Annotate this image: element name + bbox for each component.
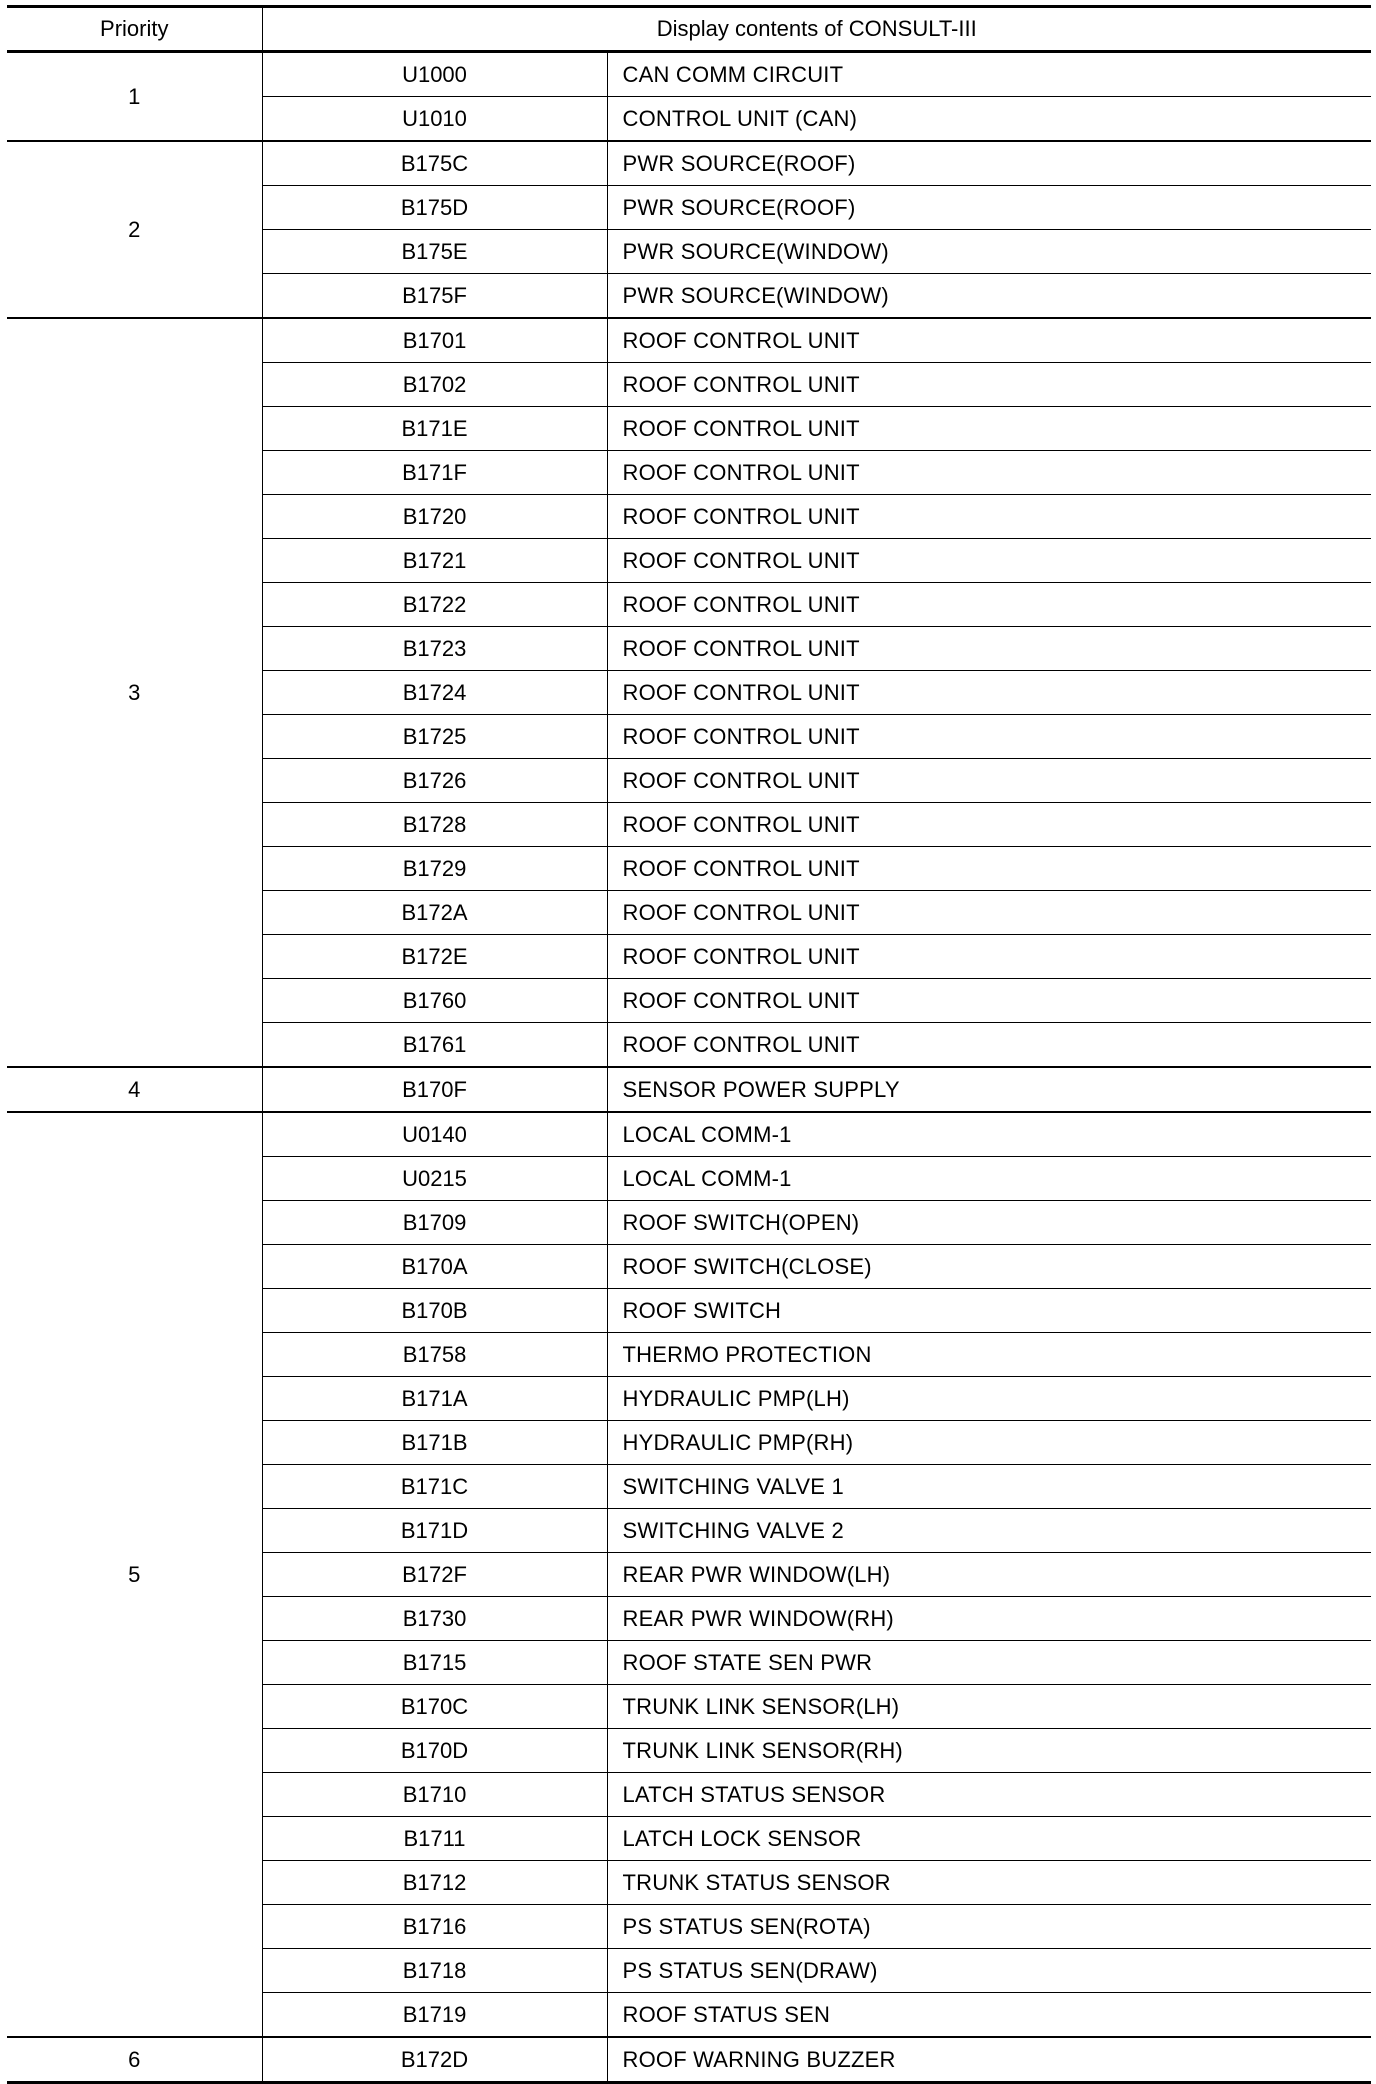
priority-cell: 1 — [7, 52, 262, 142]
dtc-code-cell: B1720 — [262, 495, 607, 539]
display-contents-cell: PWR SOURCE(ROOF) — [607, 186, 1371, 230]
display-contents-cell: CAN COMM CIRCUIT — [607, 52, 1371, 97]
display-contents-cell: ROOF CONTROL UNIT — [607, 627, 1371, 671]
dtc-priority-table — [7, 5, 1371, 2084]
display-contents-cell: ROOF CONTROL UNIT — [607, 539, 1371, 583]
dtc-code-cell: B1730 — [262, 1597, 607, 1641]
dtc-code-cell: B175E — [262, 230, 607, 274]
dtc-code-cell: U0140 — [262, 1112, 607, 1157]
display-contents-cell: PS STATUS SEN(DRAW) — [607, 1949, 1371, 1993]
dtc-code-cell: B1724 — [262, 671, 607, 715]
display-contents-header: Display contents of CONSULT-III — [262, 7, 1371, 52]
dtc-code-cell: B172D — [262, 2037, 607, 2083]
display-contents-cell: PS STATUS SEN(ROTA) — [607, 1905, 1371, 1949]
display-contents-cell: SENSOR POWER SUPPLY — [607, 1067, 1371, 1112]
display-contents-cell: ROOF STATE SEN PWR — [607, 1641, 1371, 1685]
display-contents-cell: ROOF CONTROL UNIT — [607, 979, 1371, 1023]
dtc-code-cell: B1758 — [262, 1333, 607, 1377]
display-contents-cell: LOCAL COMM-1 — [607, 1112, 1371, 1157]
dtc-code-cell: B172F — [262, 1553, 607, 1597]
display-contents-cell: LATCH STATUS SENSOR — [607, 1773, 1371, 1817]
table-row — [7, 52, 1371, 97]
priority-cell: 4 — [7, 1067, 262, 1112]
dtc-code-cell: B1719 — [262, 1993, 607, 2038]
display-contents-cell: THERMO PROTECTION — [607, 1333, 1371, 1377]
dtc-code-cell: B1712 — [262, 1861, 607, 1905]
display-contents-cell: LOCAL COMM-1 — [607, 1157, 1371, 1201]
dtc-code-cell: B170F — [262, 1067, 607, 1112]
display-contents-cell: ROOF CONTROL UNIT — [607, 935, 1371, 979]
display-contents-cell: SWITCHING VALVE 1 — [607, 1465, 1371, 1509]
dtc-code-cell: U1000 — [262, 52, 607, 97]
display-contents-cell: ROOF CONTROL UNIT — [607, 1023, 1371, 1068]
dtc-code-cell: B172A — [262, 891, 607, 935]
display-contents-cell: SWITCHING VALVE 2 — [607, 1509, 1371, 1553]
display-contents-cell: PWR SOURCE(WINDOW) — [607, 274, 1371, 319]
display-contents-cell: LATCH LOCK SENSOR — [607, 1817, 1371, 1861]
display-contents-cell: ROOF CONTROL UNIT — [607, 891, 1371, 935]
table-body — [7, 52, 1371, 2083]
display-contents-cell: CONTROL UNIT (CAN) — [607, 97, 1371, 142]
display-contents-cell: ROOF SWITCH(OPEN) — [607, 1201, 1371, 1245]
display-contents-cell: ROOF CONTROL UNIT — [607, 451, 1371, 495]
dtc-code-cell: B1728 — [262, 803, 607, 847]
display-contents-cell: HYDRAULIC PMP(LH) — [607, 1377, 1371, 1421]
dtc-code-cell: B170A — [262, 1245, 607, 1289]
dtc-code-cell: B1702 — [262, 363, 607, 407]
display-contents-cell: PWR SOURCE(ROOF) — [607, 141, 1371, 186]
display-contents-cell: ROOF CONTROL UNIT — [607, 847, 1371, 891]
dtc-code-cell: B1701 — [262, 318, 607, 363]
display-contents-cell: PWR SOURCE(WINDOW) — [607, 230, 1371, 274]
dtc-code-cell: B170D — [262, 1729, 607, 1773]
dtc-code-cell: B1760 — [262, 979, 607, 1023]
dtc-code-cell: B1723 — [262, 627, 607, 671]
dtc-code-cell: B170C — [262, 1685, 607, 1729]
display-contents-cell: ROOF CONTROL UNIT — [607, 671, 1371, 715]
dtc-code-cell: B175F — [262, 274, 607, 319]
priority-cell: 2 — [7, 141, 262, 318]
display-contents-cell: TRUNK LINK SENSOR(RH) — [607, 1729, 1371, 1773]
display-contents-cell: REAR PWR WINDOW(LH) — [607, 1553, 1371, 1597]
dtc-code-cell: B171A — [262, 1377, 607, 1421]
dtc-code-cell: B1729 — [262, 847, 607, 891]
dtc-code-cell: B171C — [262, 1465, 607, 1509]
dtc-code-cell: B1726 — [262, 759, 607, 803]
dtc-code-cell: B1722 — [262, 583, 607, 627]
dtc-code-cell: B175D — [262, 186, 607, 230]
dtc-code-cell: B1710 — [262, 1773, 607, 1817]
display-contents-cell: ROOF CONTROL UNIT — [607, 407, 1371, 451]
display-contents-cell: REAR PWR WINDOW(RH) — [607, 1597, 1371, 1641]
dtc-code-cell: B172E — [262, 935, 607, 979]
dtc-code-cell: B1711 — [262, 1817, 607, 1861]
dtc-code-cell: B1716 — [262, 1905, 607, 1949]
table-row — [7, 1112, 1371, 1157]
display-contents-cell: ROOF CONTROL UNIT — [607, 583, 1371, 627]
priority-header: Priority — [7, 7, 262, 52]
dtc-code-cell: U0215 — [262, 1157, 607, 1201]
dtc-code-cell: B1725 — [262, 715, 607, 759]
priority-cell: 6 — [7, 2037, 262, 2083]
display-contents-cell: ROOF CONTROL UNIT — [607, 318, 1371, 363]
dtc-code-cell: B1721 — [262, 539, 607, 583]
table-row — [7, 2037, 1371, 2083]
display-contents-cell: ROOF SWITCH — [607, 1289, 1371, 1333]
table-row — [7, 318, 1371, 363]
dtc-code-cell: B1718 — [262, 1949, 607, 1993]
priority-cell: 5 — [7, 1112, 262, 2037]
display-contents-cell: ROOF CONTROL UNIT — [607, 715, 1371, 759]
display-contents-cell: ROOF CONTROL UNIT — [607, 803, 1371, 847]
priority-cell: 3 — [7, 318, 262, 1067]
display-contents-cell: HYDRAULIC PMP(RH) — [607, 1421, 1371, 1465]
display-contents-cell: TRUNK STATUS SENSOR — [607, 1861, 1371, 1905]
display-contents-cell: ROOF CONTROL UNIT — [607, 363, 1371, 407]
display-contents-cell: ROOF CONTROL UNIT — [607, 495, 1371, 539]
display-contents-cell: ROOF CONTROL UNIT — [607, 759, 1371, 803]
dtc-code-cell: B175C — [262, 141, 607, 186]
dtc-code-cell: B171E — [262, 407, 607, 451]
table-header — [7, 7, 1371, 52]
table-row — [7, 1067, 1371, 1112]
table-row — [7, 141, 1371, 186]
display-contents-cell: ROOF WARNING BUZZER — [607, 2037, 1371, 2083]
header-row — [7, 7, 1371, 52]
dtc-code-cell: B171F — [262, 451, 607, 495]
dtc-code-cell: B171B — [262, 1421, 607, 1465]
dtc-code-cell: B170B — [262, 1289, 607, 1333]
display-contents-cell: ROOF STATUS SEN — [607, 1993, 1371, 2038]
dtc-code-cell: B1715 — [262, 1641, 607, 1685]
display-contents-cell: TRUNK LINK SENSOR(LH) — [607, 1685, 1371, 1729]
dtc-code-cell: B1761 — [262, 1023, 607, 1068]
dtc-code-cell: B1709 — [262, 1201, 607, 1245]
display-contents-cell: ROOF SWITCH(CLOSE) — [607, 1245, 1371, 1289]
dtc-code-cell: B171D — [262, 1509, 607, 1553]
dtc-code-cell: U1010 — [262, 97, 607, 142]
